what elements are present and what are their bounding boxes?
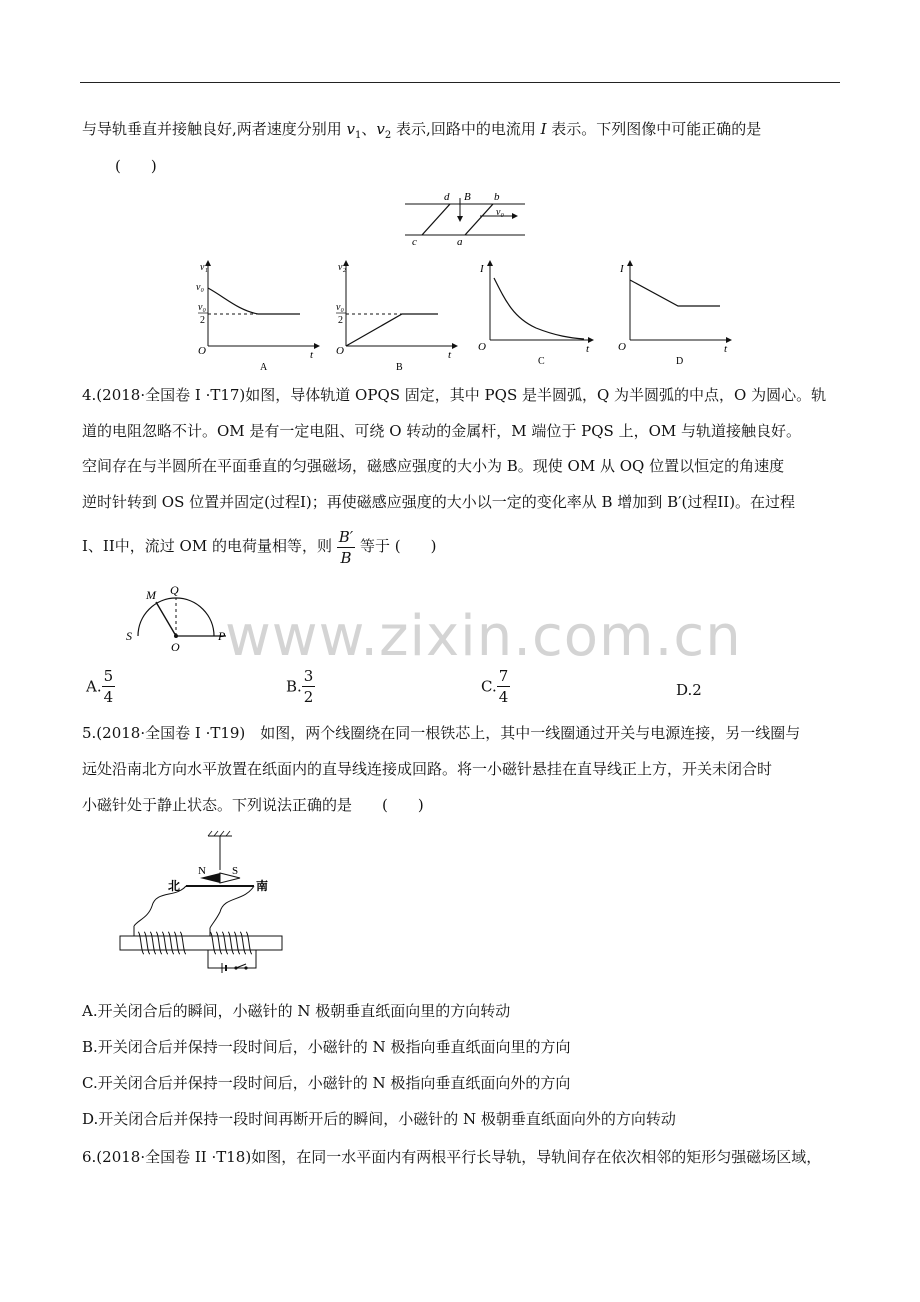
label-B: B bbox=[464, 191, 471, 203]
graph-B bbox=[334, 258, 464, 376]
q5-option-C[interactable]: C.开关闭合后并保持一段时间后，小磁针的 N 极指向垂直纸面向外的方向 bbox=[82, 1074, 571, 1092]
q5-line1: 5.(2018·全国卷 I ·T19) 如图，两个线圈绕在同一根铁芯上，其中一线圈通过开关与电源连接，另一线圈与 bbox=[82, 724, 801, 742]
svg-text:O: O bbox=[478, 341, 486, 353]
svg-text:北: 北 bbox=[168, 879, 181, 893]
svg-text:I: I bbox=[480, 263, 484, 275]
svg-text:O: O bbox=[198, 345, 206, 357]
q4-semicircle-figure bbox=[118, 578, 238, 654]
svg-text:v₀: v₀ bbox=[198, 302, 206, 313]
q5-option-A[interactable]: A.开关闭合后的瞬间，小磁针的 N 极朝垂直纸面向里的方向转动 bbox=[82, 1002, 511, 1020]
graph-A bbox=[196, 258, 326, 376]
q4-line1: 4.(2018·全国卷 I ·T17)如图，导体轨道 OPQS 固定，其中 PQS 是半圆弧，Q 为半圆弧的中点，O 为圆心。轨 bbox=[82, 386, 827, 404]
q4-line5: I、II中，流过 OM 的电荷量相等，则 $\frac{B'}{B}$ 等于 ( ) bbox=[82, 527, 437, 567]
svg-text:O: O bbox=[171, 640, 180, 654]
svg-text:O: O bbox=[336, 345, 344, 357]
svg-text:2: 2 bbox=[200, 315, 205, 326]
svg-text:t: t bbox=[724, 343, 728, 355]
svg-text:t: t bbox=[310, 349, 314, 361]
svg-text:t: t bbox=[586, 343, 590, 355]
q4-option-A[interactable]: A. $\frac{5}{4}$ bbox=[86, 667, 114, 706]
graph-D bbox=[616, 258, 746, 376]
label-c: c bbox=[412, 236, 417, 248]
svg-text:S: S bbox=[126, 629, 132, 643]
q5-option-B[interactable]: B.开关闭合后并保持一段时间后，小磁针的 N 极指向垂直纸面向里的方向 bbox=[82, 1038, 571, 1056]
q4-option-B[interactable]: B. $\frac{3}{2}$ bbox=[286, 667, 314, 706]
label-a: a bbox=[457, 236, 463, 248]
svg-text:Q: Q bbox=[170, 583, 179, 597]
graph-C bbox=[476, 258, 606, 376]
svg-text:N: N bbox=[198, 865, 206, 877]
q4-line4: 逆时针转到 OS 位置并固定(过程I)；再使磁感应强度的大小以一定的变化率从 B 增加到 B′(过程II)。在过程 bbox=[82, 493, 796, 511]
q5-line3: 小磁针处于静止状态。下列说法正确的是 ( ) bbox=[82, 796, 424, 814]
q3-answer-bracket: ( ) bbox=[115, 157, 157, 175]
svg-text:v₂: v₂ bbox=[338, 262, 346, 273]
q4-line2: 道的电阻忽略不计。OM 是有一定电阻、可绕 O 转动的金属杆，M 端位于 PQS 上，OM 与轨道接触良好。 bbox=[82, 422, 802, 440]
watermark: www.zixin.com.cn bbox=[225, 604, 742, 669]
label-d: d bbox=[444, 191, 450, 203]
svg-text:B: B bbox=[396, 362, 403, 373]
header-rule bbox=[80, 82, 840, 83]
label-b: b bbox=[494, 191, 500, 203]
q3-line1: 与导轨垂直并接触良好,两者速度分别用 $v_1$、$v_2$ 表示,回路中的电流用 I 表示。下列图像中可能正确的是 bbox=[82, 120, 762, 141]
svg-text:C: C bbox=[538, 356, 545, 367]
svg-text:2: 2 bbox=[338, 315, 343, 326]
svg-text:O: O bbox=[618, 341, 626, 353]
q4-option-C[interactable]: C. $\frac{7}{4}$ bbox=[481, 667, 509, 706]
q5-coil-figure bbox=[116, 828, 286, 978]
svg-text:P: P bbox=[218, 629, 226, 643]
svg-text:I: I bbox=[620, 263, 624, 275]
q4-option-D[interactable]: D.2 bbox=[676, 681, 702, 699]
svg-text:D: D bbox=[676, 356, 684, 367]
svg-text:南: 南 bbox=[256, 879, 269, 893]
svg-text:v₁: v₁ bbox=[200, 262, 208, 273]
svg-text:M: M bbox=[146, 588, 156, 602]
q4-line3: 空间存在与半圆所在平面垂直的匀强磁场，磁感应强度的大小为 B。现使 OM 从 OQ 位置以恒定的角速度 bbox=[82, 457, 785, 475]
fraction-B-prime-over-B: $\frac{B'}{B}$ bbox=[338, 527, 354, 567]
svg-text:v₀: v₀ bbox=[196, 282, 204, 293]
svg-text:t: t bbox=[448, 349, 452, 361]
svg-text:A: A bbox=[260, 362, 268, 373]
label-v0: v₀ bbox=[496, 207, 504, 218]
svg-text:v₀: v₀ bbox=[336, 302, 344, 313]
q6-line1: 6.(2018·全国卷 II ·T18)如图，在同一水平面内有两根平行长导轨，导轨间存在依次相邻的矩形匀强磁场区域， bbox=[82, 1148, 822, 1166]
q5-option-D[interactable]: D.开关闭合后并保持一段时间再断开后的瞬间，小磁针的 N 极朝垂直纸面向外的方向转动 bbox=[82, 1110, 676, 1128]
q3-rails-diagram bbox=[400, 188, 540, 248]
svg-text:S: S bbox=[232, 865, 239, 877]
q5-line2: 远处沿南北方向水平放置在纸面内的直导线连接成回路。将一小磁针悬挂在直导线正上方，开关未闭合时 bbox=[82, 760, 773, 778]
